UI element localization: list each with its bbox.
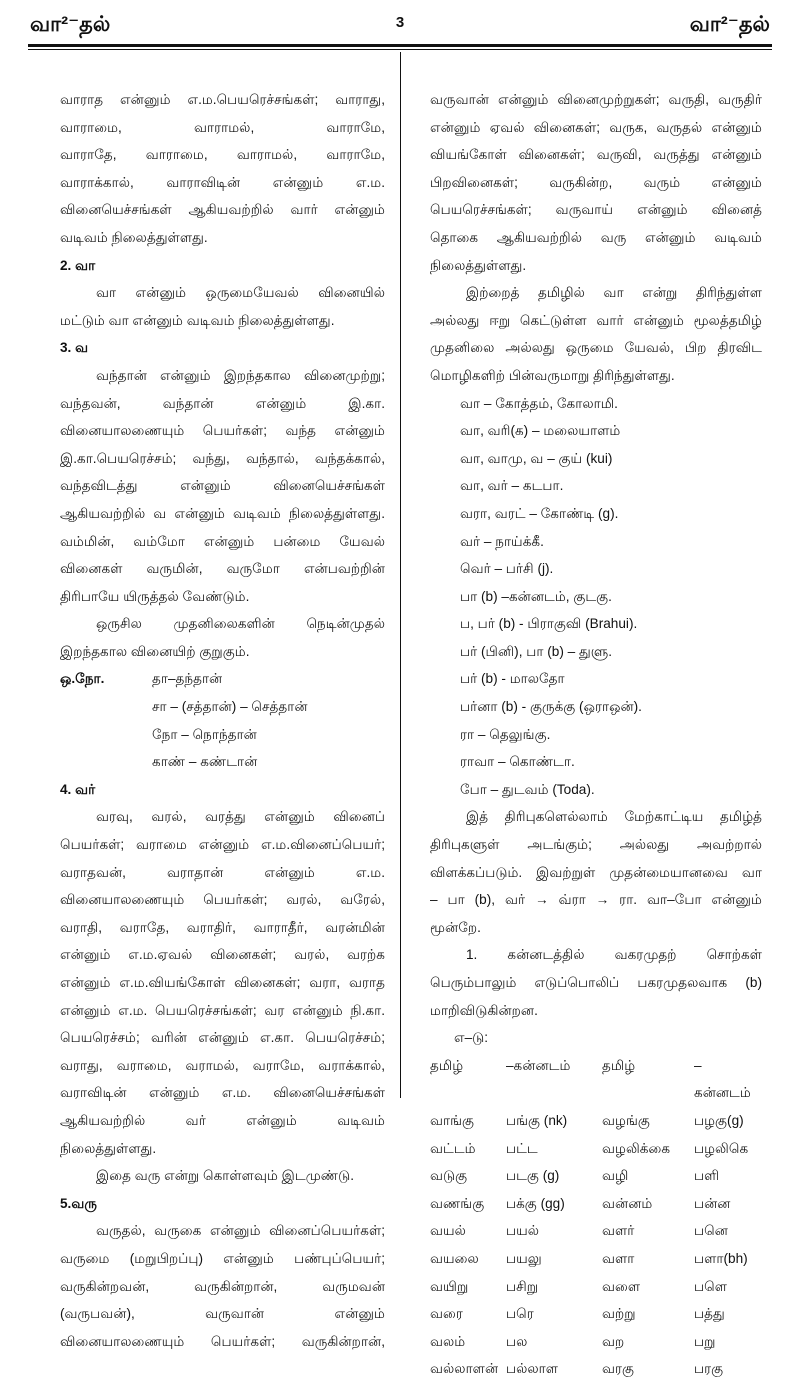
header-rule-thin <box>28 49 772 50</box>
text-line: வாராக்கால், வாராவிடின் என்னும் எ.ம. <box>60 174 385 190</box>
dialect-form: பா (b) –கன்னடம், குடகு. <box>460 588 612 604</box>
dialect-form: ராவா – கொண்டா. <box>460 754 575 770</box>
text-line: நிலைத்துள்ளது. <box>60 1140 157 1156</box>
table-cell: வளர் <box>602 1223 635 1239</box>
column-divider <box>400 52 401 1098</box>
text-line: பெயர்கள்; வராமை என்னும் எ.ம.வினைப்பெயர்; <box>60 837 385 853</box>
text-line: பிறவினைகள்; வருகின்ற, வரும் என்னும் <box>430 174 762 190</box>
table-row <box>430 1190 762 1218</box>
text-line: ஒருசில முதனிலைகளின் நெடின்முதல் <box>96 616 385 632</box>
text-line: திரிபாயே யிருத்தல் வேண்டும். <box>60 588 250 604</box>
text-line: வந்தவிடத்து என்னும் வினையெச்சங்கள் <box>60 478 385 494</box>
text-line: வாராத என்னும் எ.ம.பெயரெச்சங்கள்; வாராது, <box>60 92 385 107</box>
table-cell: வயிறு <box>430 1278 469 1294</box>
text-line: என்னும் எ.ம.ஏவல் வினைகள்; வரல், வரற்க <box>60 947 385 963</box>
table-cell: பளா(bh) <box>694 1250 748 1266</box>
compare-note-label <box>60 693 152 721</box>
table-cell: வளை <box>602 1278 641 1294</box>
text-line: எ–டு: <box>454 1030 489 1046</box>
text-line: நிலைத்துள்ளது. <box>430 257 527 273</box>
text-line: வினையாலணையும் பெயர்கள்; வரல், வரேல், <box>60 892 385 908</box>
example-word-table <box>430 1052 762 1383</box>
table-row <box>430 1107 762 1135</box>
table-cell: பல <box>506 1333 528 1349</box>
table-cell: பல்லாள <box>506 1361 559 1377</box>
table-cell: பயல் <box>506 1223 540 1239</box>
table-cell: பக்கு (gg) <box>506 1195 565 1211</box>
table-cell: பளி <box>694 1168 720 1184</box>
table-cell: வணங்கு <box>430 1195 485 1211</box>
table-header-row <box>430 1052 762 1107</box>
text-line: – பா (b), வர் → வ்ரா → ரா. வா–போ என்னும் <box>430 892 762 908</box>
text-line: வம்மின், வம்மோ என்னும் பன்மை யேவல் <box>60 533 385 549</box>
text-line: இற்றைத் தமிழில் வா என்று திரிந்துள்ள <box>466 285 762 301</box>
table-cell: பரகு <box>694 1361 724 1377</box>
text-line: வருதல், வருகை என்னும் வினைப்பெயர்கள்; <box>96 1223 385 1239</box>
table-cell: பயலு <box>506 1250 542 1266</box>
table-header-cell: தமிழ் <box>430 1057 464 1073</box>
text-line: மாறிவிடுகின்றன. <box>430 1002 538 1018</box>
table-cell: பத்து <box>694 1306 725 1322</box>
compare-note <box>60 665 385 775</box>
left-column <box>60 86 385 1355</box>
text-line: வந்தவன், வந்தான் என்னும் இ.கா. <box>60 395 385 411</box>
text-line: மூன்றே. <box>430 919 481 935</box>
text-line: 1. கன்னடத்தில் வகரமுதற் சொற்கள் <box>466 947 762 963</box>
table-cell: வளா <box>602 1250 635 1266</box>
page-number: 3 <box>395 14 405 31</box>
table-cell: பரெ <box>506 1306 534 1322</box>
text-line: வரவு, வரல், வரத்து என்னும் வினைப் <box>96 809 385 825</box>
table-row <box>430 1355 762 1383</box>
dialect-form: பர் (b) - மாலதோ <box>460 671 565 687</box>
text-line: பெயரெச்சம்; வரின் என்னும் எ.கா. பெயரெச்சம்; <box>60 1030 385 1046</box>
dialect-form: பர் (பினி), பா (b) – துளு. <box>460 643 613 659</box>
table-cell: வரகு <box>602 1361 635 1377</box>
dialect-form: வரா, வரட் – கோண்டி (g). <box>460 505 619 521</box>
table-row <box>430 1135 762 1163</box>
text-line: வருவான் என்னும் வினைமுற்றுகள்; வருதி, வருதிர் <box>430 92 762 107</box>
text-line: இ.கா.பெயரெச்சம்; வந்து, வந்தால், வந்தக்கால், <box>60 450 385 466</box>
text-line: வராதவன், வராதான் என்னும் எ.ம. <box>60 864 385 880</box>
header-left-title: வா²⁻தல் <box>30 13 111 36</box>
table-row <box>430 1217 762 1245</box>
table-cell: வன்னம் <box>602 1195 653 1211</box>
text-line: வருமை (மறுபிறப்பு) என்னும் பண்புப்பெயர்; <box>60 1250 385 1266</box>
table-cell: பனெ <box>694 1223 728 1239</box>
table-cell: படகு (g) <box>506 1168 560 1184</box>
dialect-form: வா, வர் – கடபா. <box>460 478 564 494</box>
text-line: வினையெச்சங்கள் ஆகியவற்றில் வார் என்னும் <box>60 202 385 218</box>
text-line: வாராதே, வாராமை, வாராமல், வாராமே, <box>60 147 385 163</box>
compare-note-label <box>60 748 152 776</box>
compare-note-label <box>60 721 152 749</box>
text-line: வருகின்றவன், வருகின்றான், வருமவன் <box>60 1278 385 1294</box>
dialect-form: வா – கோத்தம், கோலாமி. <box>460 395 618 411</box>
dialect-form: ரா – தெலுங்கு. <box>460 726 551 742</box>
text-line: இத் திரிபுகளெல்லாம் மேற்காட்டிய தமிழ்த் <box>466 809 762 825</box>
table-cell: வற்று <box>602 1306 636 1322</box>
dialect-form: ப, பர் (b) - பிராகுவி (Brahui). <box>460 616 638 632</box>
section-heading: 3. வ <box>60 340 89 356</box>
dialect-form: பர்னா (b) - குருக்கு (ஒராஒன்). <box>460 699 642 715</box>
text-line: இதை வரு என்று கொள்ளவும் இடமுண்டு. <box>96 1168 355 1184</box>
table-cell: வடுகு <box>430 1168 468 1184</box>
compare-note-line: நோ – நொந்தான் <box>152 726 257 742</box>
dialect-form: வா, வாமு, வ – குய் (kui) <box>460 450 613 466</box>
text-line: வந்தான் என்னும் இறந்தகால வினைமுற்று; <box>96 367 385 383</box>
text-line: வராவிடின் என்னும் எ.ம. வினையெச்சங்கள் <box>60 1085 385 1101</box>
text-line: வினையாலணையும் பெயர்கள்; வந்த என்னும் <box>60 423 385 439</box>
table-cell: பறு <box>694 1333 716 1349</box>
dialect-form: போ – துடவம் (Toda). <box>460 781 595 797</box>
table-row <box>430 1273 762 1301</box>
right-column <box>430 86 762 1383</box>
compare-note-row <box>60 693 385 721</box>
header-right-title: வா²⁻தல் <box>689 13 770 36</box>
table-cell: பசிறு <box>506 1278 539 1294</box>
section-heading: 2. வா <box>60 257 96 273</box>
text-line: வடிவம் நிலைத்துள்ளது. <box>60 229 208 245</box>
section-heading: 5.வரு <box>60 1195 97 1211</box>
compare-note-line: சா – (சத்தான்) – செத்தான் <box>152 699 308 715</box>
table-cell: வயல் <box>430 1223 466 1239</box>
dialect-form: வா, வரி(க) – மலையாளம் <box>460 423 621 439</box>
table-row <box>430 1245 762 1273</box>
table-header-cell: தமிழ் <box>602 1057 636 1073</box>
table-cell: பழலிகெ <box>694 1140 749 1156</box>
table-cell: வட்டம் <box>430 1140 476 1156</box>
text-line: வாராமை, வாராமல், வாராமே, <box>60 119 385 135</box>
compare-note-row <box>60 721 385 749</box>
compare-note-row <box>60 748 385 776</box>
table-cell: பன்ன <box>694 1195 731 1211</box>
table-row <box>430 1162 762 1190</box>
compare-note-line: தா–தந்தான் <box>152 671 223 687</box>
text-line: அல்லது ஈறு கெட்டுள்ள வார் என்னும் மூலத்தமிழ் <box>430 312 762 328</box>
text-line: என்னும் எ.ம.வியங்கோள் வினைகள்; வரா, வராத <box>60 975 385 990</box>
table-row <box>430 1328 762 1356</box>
table-cell: வாங்கு <box>430 1112 475 1128</box>
text-line: வராது, வராமை, வராமல், வராமே, வராக்கால், <box>60 1057 385 1073</box>
text-line: பெரும்பாலும் எடுப்பொலிப் பகரமுதலவாக (b) <box>430 975 762 990</box>
table-cell: வழங்கு <box>602 1112 650 1128</box>
text-line: வினையாலணையும் பெயர்கள்; வருகின்றான், <box>60 1333 385 1349</box>
text-line: பெயரெச்சங்கள்; வருவாய் என்னும் வினைத் <box>430 202 762 218</box>
text-line: ஆகியவற்றில் வர் என்னும் வடிவம் <box>60 1112 385 1128</box>
table-cell: வல்லாளன் <box>430 1361 499 1377</box>
table-cell: பட்ட <box>506 1140 538 1156</box>
table-cell: பளெ <box>694 1278 727 1294</box>
text-line: (வருபவன்), வருவான் என்னும் <box>60 1306 385 1322</box>
compare-note-row <box>60 665 385 693</box>
compare-note-line: காண் – கண்டான் <box>152 754 258 770</box>
header-rule <box>28 44 772 47</box>
section-heading: 4. வர் <box>60 781 96 797</box>
table-header-cell: – கன்னடம் <box>694 1057 751 1101</box>
text-line: ஆகியவற்றில் வ என்னும் வடிவம் நிலைத்துள்ளது. <box>60 505 385 521</box>
text-line: மட்டும் வா என்னும் வடிவம் நிலைத்துள்ளது. <box>60 312 335 328</box>
compare-note-label: ஒ.நோ. <box>60 671 105 687</box>
text-line: வியங்கோள் வினைகள்; வருவி, வருத்து என்னும் <box>430 147 762 163</box>
table-cell: வழலிக்கை <box>602 1140 671 1156</box>
text-line: என்னும் ஏவல் வினைகள்; வருக, வருதல் என்னும் <box>430 119 762 135</box>
table-cell: பழகு(g) <box>694 1112 744 1128</box>
table-cell: வழி <box>602 1168 629 1184</box>
table-row <box>430 1300 762 1328</box>
text-line: தொகை ஆகியவற்றில் வரு என்னும் வடிவம் <box>430 229 762 245</box>
dialect-form: வெர் – பர்சி (j). <box>460 561 554 577</box>
text-line: முதனிலை அல்லது ஒருமை யேவல், பிற திரவிட <box>430 340 762 356</box>
dialect-form: வர் – நாய்க்கீ. <box>460 533 544 549</box>
table-cell: வரை <box>430 1306 463 1322</box>
text-line: மொழிகளிற் பின்வருமாறு திரிந்துள்ளது. <box>430 367 675 383</box>
text-line: விளக்கப்படும். இவற்றுள் முதன்மையானவை வா <box>430 864 762 880</box>
text-line: திரிபுகளுள் அடங்கும்; அல்லது அவற்றால் <box>430 837 762 853</box>
text-line: வினைகள் வருமின், வருமோ என்பவற்றின் <box>60 561 385 577</box>
text-line: வா என்னும் ஒருமையேவல் வினையில் <box>96 285 385 301</box>
text-line: வராதி, வராதே, வராதிர், வாராதீர், வரன்மின் <box>60 919 385 935</box>
text-line: இறந்தகால வினையிற் குறுகும். <box>60 643 250 659</box>
table-cell: வற <box>602 1333 625 1349</box>
table-header-cell: –கன்னடம் <box>506 1057 571 1073</box>
table-cell: வயலை <box>430 1250 479 1266</box>
table-cell: வலம் <box>430 1333 466 1349</box>
running-header <box>0 10 800 44</box>
table-cell: பங்கு (nk) <box>506 1112 568 1128</box>
text-line: என்னும் எ.ம. பெயரெச்சங்கள்; வர என்னும் நி.கா. <box>60 1002 385 1018</box>
